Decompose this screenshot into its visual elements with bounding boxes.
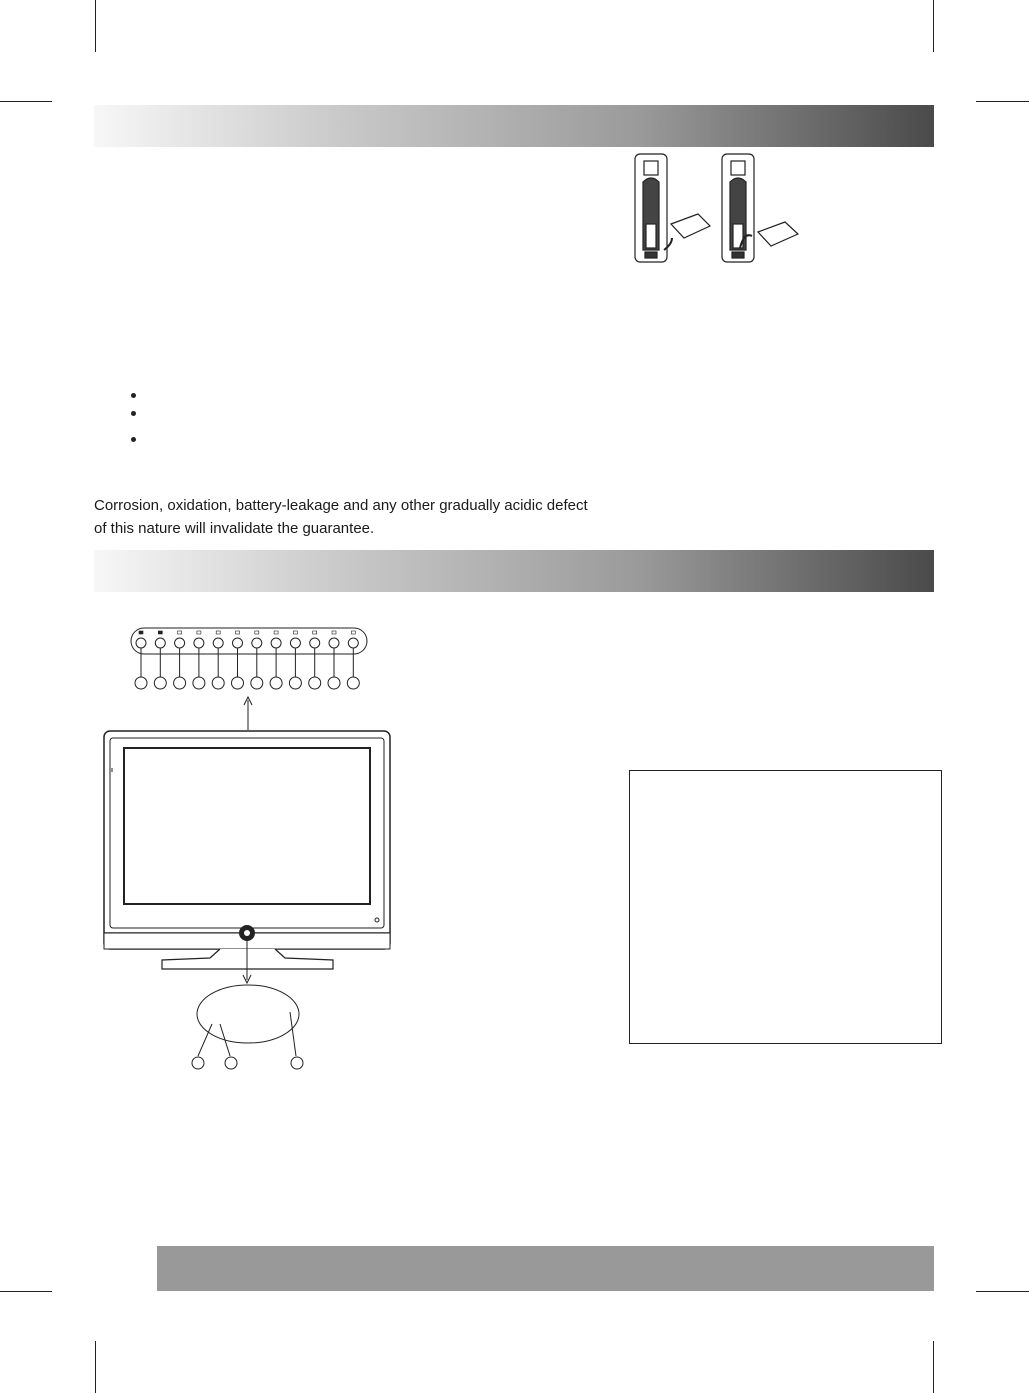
footer-band [157,1246,934,1291]
crop-mark-top-left-horizontal [0,101,52,102]
callout-circle [328,677,340,689]
panel-button-symbol [178,631,182,634]
warning-line-1: Corrosion, oxidation, battery-leakage and any other gradually acidic defect [94,497,588,514]
panel-button-symbol [139,631,143,634]
panel-button [175,638,185,648]
panel-button [136,638,146,648]
panel-button-symbol [293,631,297,634]
panel-button [213,638,223,648]
panel-button [252,638,262,648]
panel-button-symbol [216,631,220,634]
crop-mark-bottom-right-horizontal [976,1291,1029,1292]
callout-circle [225,1057,237,1069]
pointer-arrow-down [242,940,252,984]
panel-button [348,638,358,648]
tv-top-button-panel [125,626,375,696]
section-header-band-remote [94,105,934,147]
panel-button [233,638,243,648]
panel-button-symbol [158,631,162,634]
section-header-band-controls [94,550,934,592]
panel-button-symbol [197,631,201,634]
crop-mark-top-right-horizontal [976,101,1029,102]
callout-circle [309,677,321,689]
notes-box [629,770,942,1044]
panel-button-symbol [332,631,336,634]
bullet-point [131,411,136,416]
remote-open-cover [635,154,710,262]
panel-button [290,638,300,648]
callout-circle [212,677,224,689]
panel-button [155,638,165,648]
panel-button [329,638,339,648]
crop-mark-bottom-left-vertical [95,1341,96,1393]
callout-circle [192,1057,204,1069]
bullet-point [131,393,136,398]
callout-circle [289,677,301,689]
warning-line-2: of this nature will invalidate the guarantee. [94,520,375,537]
callout-circle [154,677,166,689]
remote-battery-figure [628,152,818,267]
callout-circle [291,1057,303,1069]
pointer-arrow-up [243,696,253,732]
panel-button-symbol [274,631,278,634]
crop-mark-top-left-vertical [95,0,96,52]
panel-button [310,638,320,648]
panel-button-symbol [313,631,317,634]
callout-circle [251,677,263,689]
callout-circle [193,677,205,689]
panel-button-symbol [351,631,355,634]
crop-mark-bottom-left-horizontal [0,1291,52,1292]
guarantee-warning [94,494,694,540]
bullet-point [131,437,136,442]
callout-circle [174,677,186,689]
crop-mark-top-right-vertical [933,0,934,52]
tv-front-diagram [100,728,396,973]
panel-button-symbol [236,631,240,634]
remote-close-cover [722,154,798,262]
panel-button-symbol [255,631,259,634]
crop-mark-bottom-right-vertical [933,1341,934,1393]
callout-circle [347,677,359,689]
callout-circle [232,677,244,689]
callout-circle [270,677,282,689]
front-controls-callout [190,984,310,1074]
callout-circle [135,677,147,689]
panel-button [194,638,204,648]
panel-button [271,638,281,648]
